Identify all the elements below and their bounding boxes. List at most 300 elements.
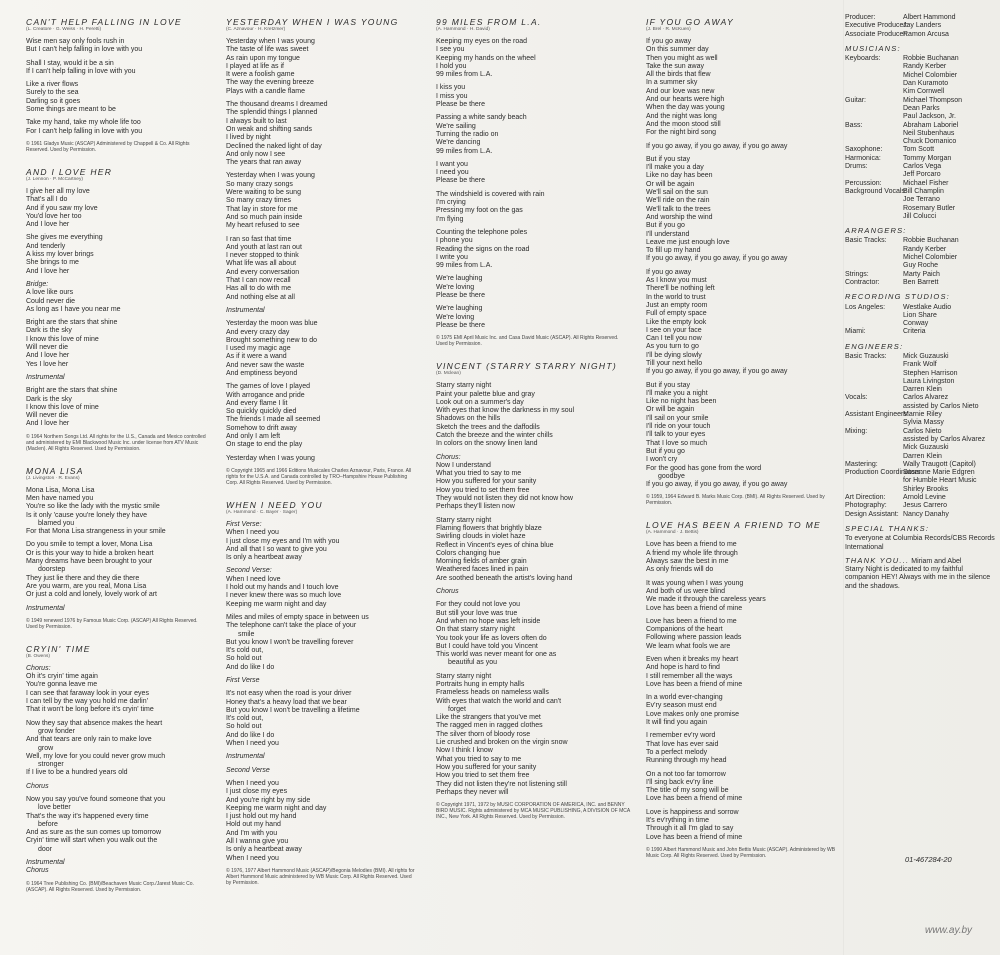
lyric-line: They just lie there and they die there <box>26 574 140 582</box>
lyric-line: Has all to do with me <box>226 285 291 293</box>
lyric-line: I'll talk to your eyes <box>646 431 706 439</box>
musicians-list <box>845 55 995 221</box>
lyric-line: We're laughing <box>436 275 483 283</box>
lyric-line: Till your next hello <box>646 359 703 367</box>
lyric-line: Surely to the sea <box>26 89 79 97</box>
lyric-line: When the day was young <box>646 104 725 112</box>
lyric-line: Like a river flows <box>26 81 79 89</box>
lyric-line: Please be there <box>436 101 486 109</box>
lyric-line: Then you might as well <box>646 54 718 62</box>
lyric-line: With eyes that watch the world and can't <box>436 697 562 705</box>
lyric-line: Reading the signs on the road <box>436 245 530 253</box>
credit-role: Assistant Engineers: <box>845 411 909 419</box>
credit-role: Harmonica: <box>845 154 881 162</box>
song-section <box>646 17 841 506</box>
lyric-line: Weathered faces lined in pain <box>436 566 529 574</box>
lyric-line: I hold out my hands and I touch love <box>226 584 339 592</box>
lyric-line: Through it all I'm glad to say <box>646 825 734 833</box>
credit-name: Arnold Levine <box>903 494 946 502</box>
lyric-line: I want you <box>436 160 468 168</box>
lyric-line: Take the sun away <box>646 62 704 70</box>
lyric-line: Frameless heads on nameless walls <box>436 689 549 697</box>
credit-role: Strings: <box>845 270 869 278</box>
section-label: Instrumental <box>26 859 65 867</box>
lyric-line: In colors on the snowy linen land <box>436 440 538 448</box>
lyric-line: The taste of life was sweet <box>226 46 309 54</box>
column-1 <box>26 14 206 907</box>
lyric-line: On stage to end the play <box>226 441 303 449</box>
lyric-line: How you tried to set them free <box>436 486 530 494</box>
lyric-line: That's the way it's happened every time <box>26 812 149 820</box>
lyric-line: Well, my love for you could never grow much <box>26 752 166 760</box>
credit-names <box>903 271 995 279</box>
lyric-line: 99 miles from L.A. <box>436 71 493 79</box>
lyric-line: And never saw the waste <box>226 361 305 369</box>
lyric-line: You took your life as lovers often do <box>436 634 547 642</box>
credit-name: Dean Parks <box>903 104 940 112</box>
song-title: 99 MILES FROM L.A. <box>436 17 542 27</box>
lyric-line: And both of us were blind <box>646 587 725 595</box>
lyric-line: Love has been a friend to me <box>646 617 737 625</box>
credit-names <box>903 353 995 394</box>
lyric-line: You're so like the lady with the mystic smile <box>26 503 160 511</box>
lyric-line: Declined the naked light of day <box>226 142 322 150</box>
credit-name: Bill Champlin <box>903 187 944 195</box>
lyric-line: And do like I do <box>226 663 275 671</box>
credit-role: Saxophone: <box>845 146 883 154</box>
credit-name: Randy Kerber <box>903 63 947 71</box>
lyric-line: And nothing else at all <box>226 293 295 301</box>
lyric-line: And our hearts were high <box>646 96 725 104</box>
section-label: Second Verse: <box>226 567 272 575</box>
lyric-line: That I love so much <box>646 439 708 447</box>
copyright-notice: © Copyright 1971, 1972 by MUSIC CORPORATION OF AMERICA, INC. and BENNY BIRD MUSIC. Rights administered by MCA MUSIC PUBLISHING, A DIVISION OF MCA INC., New York. All Rights Reserved. Used by Permission. <box>436 802 630 821</box>
lyric-line: Keeping my hands on the wheel <box>436 54 536 62</box>
lyric-line: 99 miles from L.A. <box>436 262 493 270</box>
lyric-line: I ran so fast that time <box>226 235 292 243</box>
lyric-line: I know this love of mine <box>26 335 99 343</box>
lyric-line: Or will be again <box>646 406 695 414</box>
lyric-line: It's not easy when the road is your driver <box>226 690 352 698</box>
credit-name: Robbie Buchanan <box>903 55 959 63</box>
song-title: LOVE HAS BEEN A FRIEND TO ME <box>646 520 821 531</box>
lyric-line: And you're right by my side <box>226 796 311 804</box>
lyric-line: And the moon stood still <box>646 120 721 128</box>
studios-heading: RECORDING STUDIOS: <box>845 292 950 302</box>
lyric-line: And do like I do <box>226 731 275 739</box>
lyric-line: They did not listen they're not listening still <box>436 780 567 788</box>
song-section <box>226 17 416 486</box>
credits-column <box>845 14 995 591</box>
credit-name: Jill Colucci <box>903 212 937 220</box>
lyric-line: Dark is the sky <box>26 395 72 403</box>
lyric-line: Now I understand <box>436 461 491 469</box>
lyric-line: So quickly quickly died <box>226 408 297 416</box>
lyric-line: It's ev'rything in time <box>646 817 709 825</box>
lyric-line: And emptiness beyond <box>226 369 298 377</box>
lyric-line: And only I am left <box>226 433 281 441</box>
credit-role: Drums: <box>845 163 868 171</box>
lyric-line: What life was all about <box>226 260 297 268</box>
lyric-line: My heart refused to see <box>226 222 300 230</box>
credit-name: Shirley Brooks <box>903 485 949 493</box>
lyric-line: Somehow to drift away <box>226 424 297 432</box>
lyric-line: Pressing my foot on the gas <box>436 207 523 215</box>
credit-name: Mick Guzauski <box>903 352 949 360</box>
lyric-line: Reflect in Vincent's eyes of china blue <box>436 541 554 549</box>
lyric-line: Love has been a friend to me <box>646 541 737 549</box>
lyric-line: I lived by night <box>226 134 271 142</box>
lyric-line: Love has been a friend of mine <box>646 795 743 803</box>
credit-name: Carlos Vega <box>903 163 942 171</box>
lyric-line: Keeping me warm night and day <box>226 804 327 812</box>
lyric-line: Morning fields of amber grain <box>436 558 527 566</box>
credit-role: Production Coordinators: <box>845 469 923 477</box>
lyric-line: On weak and shifting sands <box>226 125 312 133</box>
lyric-line: And I love her <box>26 267 70 275</box>
credit-names <box>903 122 995 147</box>
catalog-number: 01-467284-20 <box>905 855 952 864</box>
lyric-line: To a perfect melody <box>646 748 708 756</box>
lyric-line: And I love her <box>26 352 70 360</box>
lyric-line: That lay in store for me <box>226 205 298 213</box>
songwriter-credit: (L. Creatore · G. Weiss · H. Peretti) <box>26 27 102 32</box>
lyric-line: If you go away <box>646 268 692 276</box>
credit-name: Robbie Buchanan <box>903 237 959 245</box>
lyric-line: Starry starry night <box>436 516 492 524</box>
lyric-line: Bright are the stars that shine <box>26 387 118 395</box>
credit-name: Nancy Danahy <box>903 510 949 518</box>
lyric-line: That's all I do <box>26 196 68 204</box>
lyric-line: For they could not love you <box>436 601 521 609</box>
credit-names <box>903 180 995 188</box>
lyric-line: The ragged men in ragged clothes <box>436 722 543 730</box>
song-section <box>26 17 206 153</box>
lyric-line: And I'm with you <box>226 829 278 837</box>
lyric-line: I'll be dying slowly <box>646 351 702 359</box>
songwriter-credit: (B. Owens) <box>26 653 50 659</box>
credit-role: Los Angeles: <box>845 303 886 311</box>
lyric-line: That it won't be long before it's cryin' time <box>26 706 154 714</box>
lyric-line: The telephone can't take the place of your <box>226 622 357 630</box>
credit-name: Laura Livingston <box>903 377 955 385</box>
credit-name: Jesus Carrero <box>903 502 947 510</box>
lyric-line: A friend my whole life through <box>646 549 738 557</box>
credit-name: Conway <box>903 320 929 328</box>
lyric-line: Now I think I know <box>436 747 493 755</box>
lyric-line: before <box>38 820 58 828</box>
lyric-line: Yesterday when I was young <box>226 454 315 462</box>
special-thanks-text: To everyone at Columbia Records/CBS Records International <box>845 535 995 551</box>
lyric-line: I kiss you <box>436 84 466 92</box>
lyric-line: You're gonna leave me <box>26 681 98 689</box>
lyric-line: As if it were a wand <box>226 353 287 361</box>
credit-names <box>903 279 995 287</box>
lyric-line: Will never die <box>26 344 69 352</box>
section-label: Chorus <box>26 867 49 875</box>
copyright-notice: © 1959, 1964 Edward B. Marks Music Corp. (BMI). All Rights Reserved. Used by Permission. <box>646 494 825 507</box>
lyric-line: So many crazy times <box>226 197 291 205</box>
watermark: www.ay.by <box>925 925 973 936</box>
credit-role: Basic Tracks: <box>845 352 887 360</box>
lyric-line: What you tried to say to me <box>436 755 522 763</box>
lyric-line: stronger <box>38 761 64 769</box>
credit-names <box>903 469 995 494</box>
lyric-line: Are you warm, are you real, Mona Lisa <box>26 582 147 590</box>
lyric-line: I see on your face <box>646 326 702 334</box>
lyric-line: Honey that's a heavy load that we bear <box>226 698 347 706</box>
section-label: Second Verse <box>226 766 270 774</box>
lyric-line: But I could have told you Vincent <box>436 642 538 650</box>
lyric-line: I write you <box>436 253 468 261</box>
credit-names <box>903 237 995 270</box>
lyric-line: Oh it's cryin' time again <box>26 673 98 681</box>
lyric-line: Love makes only one promise <box>646 710 739 718</box>
lyric-line: Do you smile to tempt a lover, Mona Lisa <box>26 541 153 549</box>
lyric-line: 99 miles from L.A. <box>436 147 493 155</box>
credit-name: Guy Roche <box>903 262 939 270</box>
credit-name: Chuck Domanico <box>903 138 957 146</box>
lyric-line: With eyes that know the darkness in my soul <box>436 407 575 415</box>
lyric-line: Is only a heartbeat away <box>226 846 302 854</box>
lyric-line: Love has been a friend of mine <box>646 680 743 688</box>
lyric-line: Many dreams have been brought to your <box>26 558 153 566</box>
credit-name: Susanne Marie Edgren <box>903 469 975 477</box>
credit-role: Miami: <box>845 328 866 336</box>
lyric-line: When I need you <box>226 779 279 787</box>
credit-name: Kim Cornwell <box>903 88 945 96</box>
lyric-line: Like the strangers that you've met <box>436 714 541 722</box>
lyric-line: Just an empty room <box>646 301 708 309</box>
lyric-line: Keeping me warm night and day <box>226 600 327 608</box>
lyric-line: I'll sail on your smile <box>646 414 709 422</box>
credit-names <box>903 14 995 22</box>
credit-name: Frank Wolf <box>903 361 937 369</box>
credit-names <box>903 328 995 336</box>
song-section <box>26 644 206 893</box>
lyric-line: And when no hope was left inside <box>436 617 541 625</box>
credit-role: Producer: <box>845 14 876 21</box>
credit-name: Dan Kuramoto <box>903 80 949 88</box>
lyric-line: The way the evening breeze <box>226 79 314 87</box>
lyric-line: I hold you <box>436 62 467 70</box>
lyric-line: And every conversation <box>226 268 300 276</box>
section-label: Instrumental <box>226 753 265 761</box>
lyric-line: I played at life as if <box>226 62 284 70</box>
lyric-line: Will never die <box>26 412 69 420</box>
credit-names <box>903 394 995 411</box>
lyric-line: As long as I have you near me <box>26 305 121 313</box>
lyric-line: Wise men say only fools rush in <box>26 38 125 45</box>
credit-name: Randy Kerber <box>903 245 947 253</box>
songwriter-credit: (A. Hammond · C. Bayer · Sager) <box>226 509 298 515</box>
lyric-line: This world was never meant for one as <box>436 651 557 659</box>
credit-name: Criteria <box>903 328 926 336</box>
lyric-line: It was young when I was young <box>646 579 744 587</box>
credit-name: Darren Klein <box>903 452 942 460</box>
lyric-line: love better <box>38 804 71 812</box>
lyric-line: Keeping my eyes on the road <box>436 38 528 45</box>
lyric-line: For the night bird song <box>646 129 717 137</box>
credit-role: Guitar: <box>845 96 867 104</box>
lyric-line: I just hold out my hand <box>226 813 297 821</box>
credit-name: Carlos Nieto <box>903 427 942 435</box>
lyric-line: Love has been a friend of mine <box>646 604 743 612</box>
song-section <box>26 466 206 630</box>
lyric-line: Swirling clouds in violet haze <box>436 533 526 541</box>
lyric-line: Look out on a summer's day <box>436 398 524 406</box>
thank-you-heading: THANK YOU... <box>845 555 910 565</box>
lyric-line: I'm crying <box>436 199 466 207</box>
copyright-notice: © 1961 Gladys Music (ASCAP) Administered by Chappell & Co. All Rights Reserved. Used by Permission. <box>26 140 190 153</box>
credit-names <box>903 31 995 39</box>
lyric-line: Some things are meant to be <box>26 106 116 114</box>
credit-name: Ramon Arcusa <box>903 30 949 38</box>
song-section <box>226 500 416 886</box>
credit-names <box>903 97 995 122</box>
lyric-line: Even when it breaks my heart <box>646 656 739 663</box>
lyric-line: Plays with a candle flame <box>226 87 305 95</box>
lyric-line: When I need you <box>226 529 279 537</box>
lyric-line: But still your love was true <box>436 609 518 617</box>
lyric-line: beautiful as you <box>448 659 498 667</box>
lyric-line: Following where passion leads <box>646 634 742 642</box>
credit-names <box>903 55 995 96</box>
lyric-line: As rain upon my tongue <box>226 54 300 62</box>
lyric-line: goodbye <box>658 472 685 480</box>
lyric-line: We're loving <box>436 313 475 321</box>
section-label: Bridge: <box>26 280 49 288</box>
lyric-line: The title of my song will be <box>646 787 729 795</box>
lyric-line: Or is this your way to hide a broken heart <box>26 549 154 557</box>
lyric-line: Is only a heartbeat away <box>226 554 302 562</box>
lyric-line: If you go away, if you go away, if you go away <box>646 255 788 263</box>
credit-role: Art Direction: <box>845 494 886 502</box>
lyric-line: Like no day has been <box>646 172 713 180</box>
lyric-line: If you go away <box>646 38 692 45</box>
section-label: First Verse: <box>226 520 262 528</box>
credits-top <box>845 14 995 39</box>
lyric-line: What you tried to say to me <box>436 470 522 478</box>
lyric-line: Or just a cold and lonely, lovely work of art <box>26 591 157 599</box>
lyric-line: And worship the wind <box>646 213 713 221</box>
credit-name: for Humble Heart Music <box>903 477 977 485</box>
credit-role: Associate Producer: <box>845 30 908 38</box>
lyric-line: For I can't help falling in love with you <box>26 127 143 135</box>
song-title: AND I LOVE HER <box>26 166 113 177</box>
lyric-line: But if you stay <box>646 155 690 163</box>
lyric-line: They would not listen they did not know how <box>436 495 573 503</box>
lyric-line: There'll be nothing left <box>646 285 715 293</box>
lyric-line: Like no night has been <box>646 398 717 406</box>
lyric-line: Love is happiness and sorrow <box>646 808 739 816</box>
credit-names <box>903 163 995 180</box>
lyric-line: And the night was long <box>646 112 717 120</box>
lyric-line: And that tears are only rain to make love <box>26 736 152 744</box>
lyric-line: We'll talk to the trees <box>646 205 711 213</box>
credit-name: Jay Landers <box>903 22 942 30</box>
song-section <box>26 167 206 452</box>
lyric-line: If you go away, if you go away, if you go away <box>646 481 788 489</box>
lyric-line: If you go away, if you go away, if you go away <box>646 368 788 376</box>
copyright-notice: © 1976, 1977 Albert Hammond Music (ASCAP)/Begonia Melodies (BMI). All rights for Albert Hammond Music administered by WB Music Corp. All Rights Reserved. Used by Permission. <box>226 867 415 886</box>
lyric-line: Were waiting to be sung <box>226 189 301 197</box>
lyric-line: And if you saw my love <box>26 204 98 212</box>
lyric-line: We learn what fools we are <box>646 642 731 650</box>
lyric-line: Bright are the stars that shine <box>26 319 118 327</box>
lyric-line: Flaming flowers that brightly blaze <box>436 524 542 532</box>
credit-role: Percussion: <box>845 179 882 187</box>
fold-crease <box>843 0 844 955</box>
lyric-line: The silver thorn of bloody rose <box>436 730 531 738</box>
lyric-line: Catch the breeze and the winter chills <box>436 431 553 439</box>
lyric-line: I'll understand <box>646 230 690 238</box>
lyric-line: Passing a white sandy beach <box>436 114 527 122</box>
copyright-notice: © 1990 Albert Hammond Music and John Bettis Music (ASCAP). Administered by WB Music Corp. All Rights Reserved. Used by Permission. <box>646 846 836 859</box>
lyric-line: Lie crushed and broken on the virgin snow <box>436 739 568 747</box>
lyric-line: I'm flying <box>436 215 464 223</box>
lyric-line: door <box>38 845 53 853</box>
lyric-line: For that Mona Lisa strangeness in your smile <box>26 528 166 536</box>
lyric-line: We're dancing <box>436 139 481 147</box>
songwriter-credit: (J. Lennon · P. McCartney) <box>26 176 83 182</box>
credit-role: Contractor: <box>845 278 880 286</box>
credit-role: Mixing: <box>845 427 868 435</box>
lyric-line: We'll ride on the rain <box>646 197 710 205</box>
credit-name: assisted by Carlos Nieto <box>903 402 979 410</box>
lyric-line: Take my hand, take my whole life too <box>26 119 141 127</box>
lyric-line: When I need you <box>226 740 279 748</box>
credit-name: Lion Share <box>903 311 937 319</box>
lyric-line: I can tell by the way you hold me darlin' <box>26 698 148 706</box>
engineers-list <box>845 353 995 519</box>
credit-name: Tommy Morgan <box>903 154 952 162</box>
songwriter-credit: (A. Hammond · J. Bettis) <box>646 530 699 536</box>
lyric-line: Paint your palette blue and gray <box>436 390 535 398</box>
lyric-line: Perhaps they never will <box>436 788 509 796</box>
credit-name: assisted by Carlos Alvarez <box>903 435 986 443</box>
credit-name: Abraham Laboriel <box>903 121 959 129</box>
lyric-line: Sketch the trees and the daffodils <box>436 423 540 431</box>
song-section <box>436 17 631 347</box>
lyric-line: But if you stay <box>646 381 690 389</box>
lyric-line: Turning the radio on <box>436 130 499 138</box>
credit-names <box>903 494 995 502</box>
lyric-line: Men have named you <box>26 494 94 502</box>
lyric-line: Darling so it goes <box>26 97 81 105</box>
section-label: Instrumental <box>26 604 65 612</box>
lyric-line: Perhaps they'll listen now <box>436 503 515 511</box>
dedication-text: Starry Night is dedicated to my faithful companion HEY! Always with me in the silence and the shadows. <box>845 566 991 590</box>
lyric-line: doorstep <box>38 566 66 574</box>
lyric-line: On a not too far tomorrow <box>646 770 726 778</box>
engineers-heading: ENGINEERS: <box>845 341 904 351</box>
lyric-line: Like the empty look <box>646 318 707 326</box>
lyric-line: We're laughing <box>436 305 483 313</box>
lyric-line: Shall I stay, would it be a sin <box>26 59 114 67</box>
lyric-line: Love has been a friend of mine <box>646 833 743 841</box>
lyric-line: She brings to me <box>26 259 79 267</box>
lyric-line: I see you <box>436 46 465 54</box>
credit-names <box>903 502 995 510</box>
lyric-line: Portraits hung in empty halls <box>436 681 525 688</box>
lyric-line: Running through my head <box>646 757 727 765</box>
credit-name: Michel Colombier <box>903 71 958 79</box>
lyric-line: Now you say you've found someone that you <box>26 796 166 803</box>
credit-name: Albert Hammond <box>903 14 956 21</box>
credit-role: Keyboards: <box>845 55 881 63</box>
lyric-line: The windshield is covered with rain <box>436 190 545 198</box>
